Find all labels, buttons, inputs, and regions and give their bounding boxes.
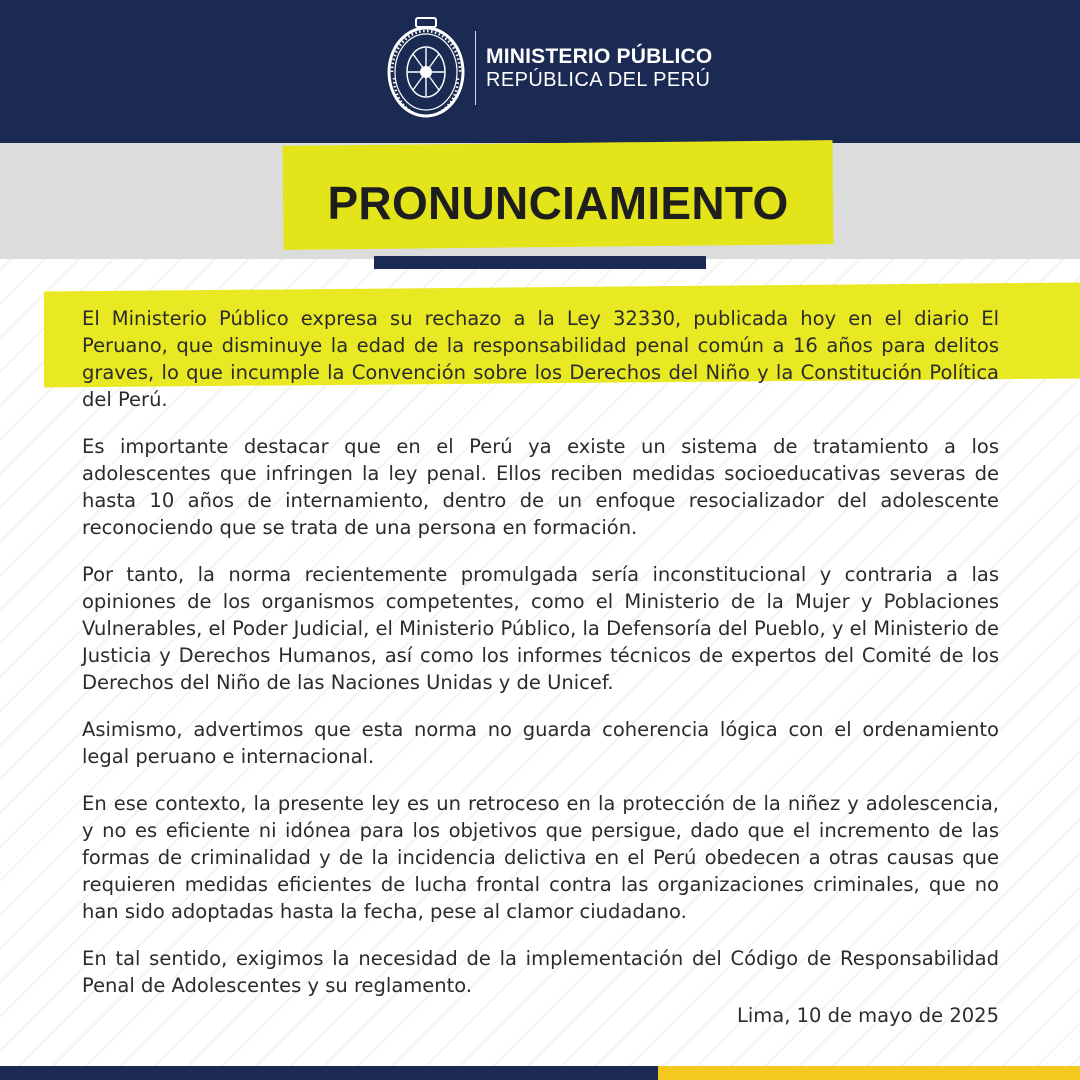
paragraph-4: Asimismo, advertimos que esta norma no guarda coherencia lógica con el ordenamiento legal peruano e internacional. [82, 718, 999, 768]
paragraph-1: El Ministerio Público expresa su rechazo a la Ley 32330, publicada hoy en el diario El Peruano, que disminuye la edad de la responsabilidad penal común a 16 años para delitos graves, lo que incumple la Convención sobre los Derechos del Niño y la Constitución Política del Perú. [82, 307, 999, 411]
footer-navy-stripe [0, 1066, 658, 1080]
org-name: MINISTERIO PÚBLICO [486, 44, 713, 68]
logo-text [486, 46, 712, 91]
statement-body [82, 305, 999, 1019]
paragraph-2: Es importante destacar que en el Perú ya existe un sistema de tratamiento a los adolescentes que infringen la ley penal. Ellos reciben medidas socioeducativas severas de hasta 10 años de internamiento, dentro de un enfoque resocializador del adolescente reconociendo que se trata de una persona en formación. [82, 435, 999, 539]
paragraph-3: Por tanto, la norma recientemente promulgada sería inconstitucional y contraria a las opiniones de los organismos competentes, como el Ministerio de la Mujer y Poblaciones Vulnerables, el Poder Judicial, el Ministerio Público, la Defensoría del Pueblo, y el Ministerio de Justicia y Derechos Humanos, así como los informes técnicos de expertos del Comité de los Derechos del Niño de las Naciones Unidas y de Unicef. [82, 563, 999, 694]
ministerio-logo [386, 16, 712, 120]
org-subtitle: REPÚBLICA DEL PERÚ [486, 68, 711, 91]
footer-yellow-stripe [658, 1066, 1080, 1080]
statement-date: Lima, 10 de mayo de 2025 [736, 1004, 999, 1027]
logo-divider [475, 31, 476, 105]
ministerio-seal-icon [386, 16, 466, 120]
page-title: PRONUNCIAMIENTO [327, 177, 789, 229]
header-bar [0, 0, 1080, 143]
paragraph-6: En tal sentido, exigimos la necesidad de la implementación del Código de Responsabilidad Penal de Adolescentes y su reglamento. [82, 947, 999, 997]
title-underline [374, 256, 706, 269]
paragraph-5: En ese contexto, la presente ley es un retroceso en la protección de la niñez y adolescencia, y no es eficiente ni idónea para los objetivos que persigue, dado que el incremento de las formas de criminalidad y de la incidencia delictiva en el Perú obedecen a otras causas que requieren medidas eficientes de lucha frontal contra las organizaciones criminales, que no han sido adoptadas hasta la fecha, pese al clamor ciudadano. [82, 792, 999, 923]
